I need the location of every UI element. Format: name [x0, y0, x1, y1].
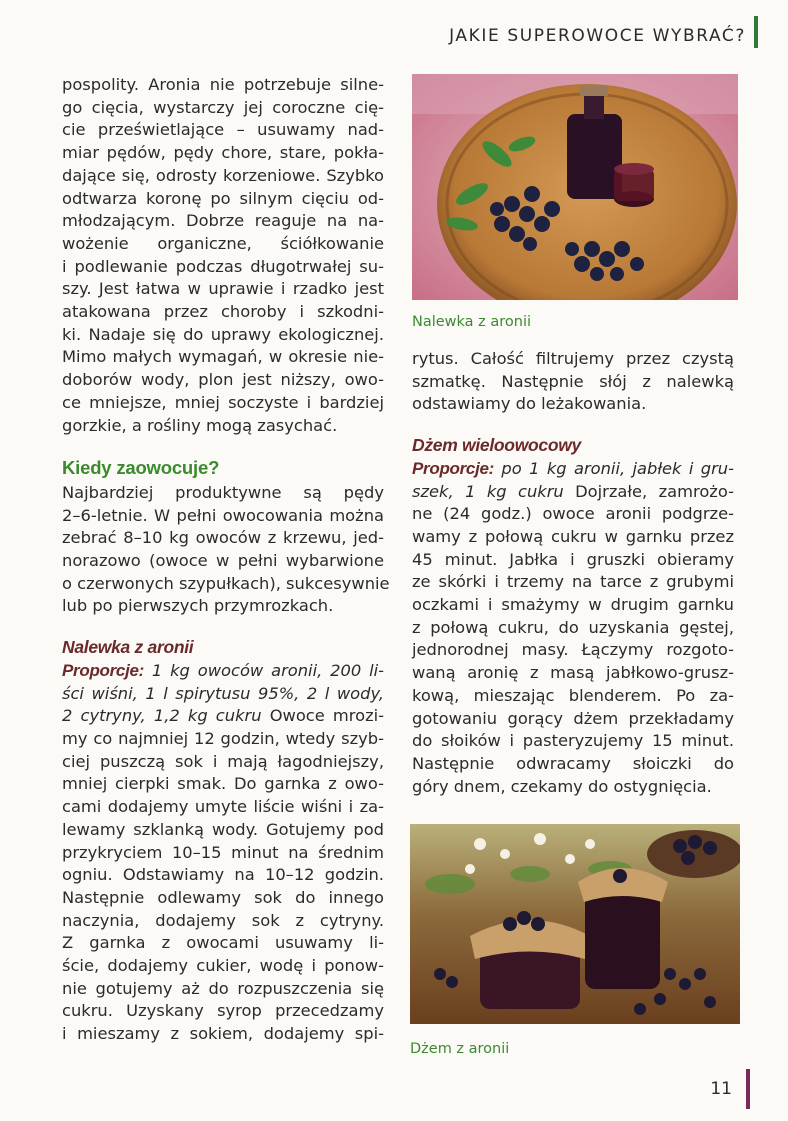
text-line: odstawiamy do leżakowania.	[412, 394, 647, 414]
proportions-label: Proporcje:	[412, 458, 495, 478]
text-line: cie prześwietlające – usuwamy nad-	[62, 120, 384, 140]
text-line: go cięcia, wystarczy jej coroczne cię-	[62, 97, 384, 117]
recipe-body	[62, 728, 384, 1046]
text-line: ogniu. Odstawiamy na 10–12 godzin.	[62, 865, 384, 885]
text-line: ści wiśni, 1 l spirytusu 95%, 2 l wody,	[62, 683, 384, 703]
text-line: z połową cukru, do uzyskania gęstej,	[412, 617, 734, 637]
intro-paragraph	[62, 74, 384, 437]
text-line: nie gotujemy aż do rozpuszczenia się	[62, 978, 384, 998]
recipe-proportions-line	[62, 660, 384, 683]
text-line: do słoików i pasteryzujemy 15 minut.	[412, 731, 734, 751]
text-line: o czerwonych szypułkach), sukcesywnie	[62, 573, 390, 593]
text-line: doborów wody, plon jest niższy, owo-	[62, 370, 384, 390]
recipe-proportions-continued	[62, 683, 384, 706]
text-line: cami dodajemy umyte liście wiśni i za-	[62, 797, 384, 817]
text-line: zebrać 8–10 kg owoców z krzewu, jed-	[62, 528, 384, 548]
proportions-text: 1 kg owoców aronii, 200 li-	[144, 660, 384, 680]
text-line: pospolity. Aronia nie potrzebuje silne-	[62, 75, 384, 94]
recipe-body	[412, 503, 734, 798]
text-line: Mimo małych wymagań, w okresie nie-	[62, 347, 384, 367]
text-line: szmatkę. Następnie słój z nalewką	[412, 371, 734, 391]
text-line: wamy z połową cukru w garnku przez	[412, 526, 734, 546]
text-line: gorzkie, a rośliny mogą zasychać.	[62, 415, 338, 435]
text-line: ze skórki i trzemy na tarce z grubymi	[412, 572, 734, 592]
text-line: ciej puszczą sok i mają łagodniejszy,	[62, 751, 384, 771]
text-line: ście, dodajemy cukier, wodę i ponow-	[62, 956, 384, 976]
running-header: JAKIE SUPEROWOCE WYBRAĆ?	[449, 26, 746, 46]
right-column	[412, 348, 734, 798]
text-line: ki. Nadaje się do uprawy ekologicznej.	[62, 324, 384, 344]
recipe-proportions-line	[412, 458, 734, 481]
text-line: ce mniejsze, mniej soczyste i bardziej	[62, 392, 384, 412]
photo-caption-nalewka: Nalewka z aronii	[412, 314, 532, 330]
text-line: atakowana przez choroby i szkodni-	[62, 302, 384, 322]
text-line: młodzającym. Dobrze reaguje na na-	[62, 211, 384, 231]
text-line: lewamy szklanką wody. Gotujemy pod	[62, 819, 384, 839]
proportions-text: szek, 1 kg cukru	[412, 481, 564, 501]
text-line: mniej cierpki smak. Do garnka z owo-	[62, 774, 384, 794]
photo-caption-dzem: Dżem z aronii	[410, 1041, 510, 1057]
text-line: Następnie odlewamy sok do innego	[62, 887, 384, 907]
text-line: dające się, odrosty korzeniowe. Szybko	[62, 165, 384, 185]
text-line: przykryciem 10–15 minut na średnim	[62, 842, 384, 862]
section-heading: Kiedy zaowocuje?	[62, 457, 220, 479]
photo-dzem-illustration	[410, 824, 740, 1024]
page-accent-bar	[746, 1069, 750, 1109]
text-line: waną aronię z masą jabłkowo-grusz-	[412, 663, 734, 683]
text-line: ne (24 godz.) owoce aronii podgrze-	[412, 504, 734, 524]
photo-nalewka	[412, 74, 738, 300]
text-line: i mieszamy z sokiem, dodajemy spi-	[62, 1024, 384, 1044]
text-line: szy. Jest łatwa w uprawie i rzadko jest	[62, 279, 384, 299]
text-line: góry dnem, czekamy do ostygnięcia.	[412, 776, 712, 796]
proportions-text: 2 cytryny, 1,2 kg cukru	[62, 706, 262, 726]
text-line: lub po pierwszych przymrozkach.	[62, 596, 334, 616]
text-line: wożenie organiczne, ściółkowanie	[62, 233, 384, 253]
text-line: Najbardziej produktywne są pędy	[62, 482, 384, 502]
recipe-mixed-line	[62, 705, 384, 728]
header-accent-bar	[754, 16, 758, 48]
text-line: norazowo (owoce w pełni wybarwione	[62, 551, 384, 571]
text-line: cukru. Uzyskany syrop przecedzamy	[62, 1001, 384, 1021]
section-paragraph	[62, 482, 390, 618]
text-line: jednorodnej masy. Łączymy rozgoto-	[412, 640, 734, 660]
text-line: rytus. Całość filtrujemy przez czystą	[412, 349, 734, 368]
text-line: i podlewanie podczas długotrwałej su-	[62, 256, 384, 276]
photo-nalewka-illustration	[412, 74, 738, 300]
text-line: miar pędów, pędy chore, stare, pokła-	[62, 143, 384, 163]
recipe-mixed-line	[412, 481, 734, 504]
text-line: my co najmniej 12 godzin, wtedy szyb-	[62, 728, 384, 748]
recipe-continuation	[412, 348, 734, 416]
proportions-text: po 1 kg aronii, jabłek i gru-	[494, 458, 734, 478]
text-line: oczkami i smażymy w drugim garnku	[412, 595, 734, 615]
recipe-heading-dzem: Dżem wieloowocowy	[412, 435, 581, 456]
recipe-text: Dojrzałe, zamrożo-	[563, 481, 734, 501]
left-column	[62, 74, 390, 1046]
text-line: odtwarza koronę po silnym cięciu od-	[62, 188, 384, 208]
recipe-text: Owoce mrozi-	[261, 706, 385, 726]
text-line: gotowaniu gorący dżem przekładamy	[412, 708, 734, 728]
page-number: 11	[710, 1079, 732, 1099]
text-line: naczynia, dodajemy sok z cytryny.	[62, 910, 384, 930]
photo-dzem	[410, 824, 740, 1024]
proportions-label: Proporcje:	[62, 660, 145, 680]
text-line: Następnie odwracamy słoiczki do	[412, 753, 734, 773]
text-line: Z garnka z owocami usuwamy li-	[62, 933, 384, 953]
text-line: kową, mieszając blenderem. Po za-	[412, 685, 734, 705]
text-line: 45 minut. Jabłka i gruszki obieramy	[412, 549, 734, 569]
text-line: 2–6-letnie. W pełni owocowania można	[62, 505, 384, 525]
recipe-heading-nalewka: Nalewka z aronii	[62, 637, 194, 658]
